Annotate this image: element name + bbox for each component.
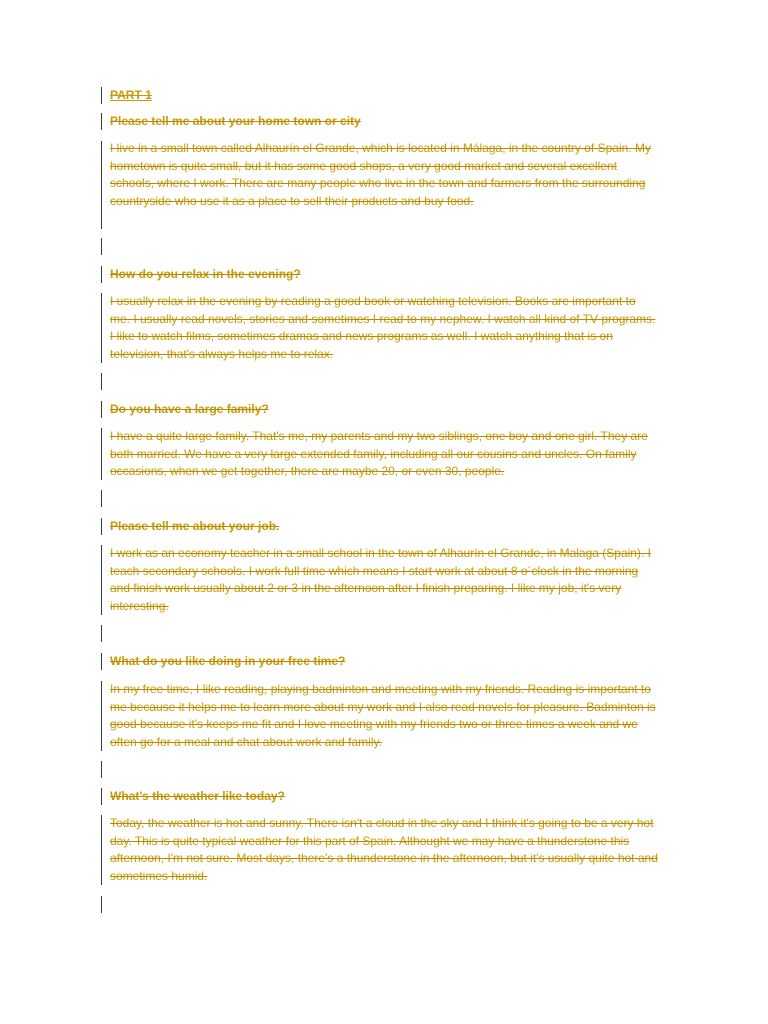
- question-relax-evening: How do you relax in the evening?: [110, 267, 301, 281]
- question-job: Please tell me about your job.: [110, 519, 280, 533]
- answer-relax-evening: I usually relax in the evening by reading a good book or watching television. Books are important to me. I usually read novels, stories and sometimes I read to my nephew. I watch all kind of TV programs. I like to watch films, sometimes dramas and news programs as well. I watch anything that is on television, that's always helps me to relax.: [110, 294, 656, 361]
- question-large-family: Do you have a large family?: [110, 402, 269, 416]
- change-bar: [101, 87, 102, 104]
- change-bar: [101, 373, 102, 390]
- change-bar: [101, 401, 102, 418]
- document-heading: PART 1: [110, 88, 152, 102]
- answer-large-family: I have a quite large family. That's me, my parents and my two siblings, one boy and one girl. They are both married. We have a very large extended family, including all our cousins and uncles. On family occasions, when we get together, there are maybe 20, or even 30, people.: [110, 429, 648, 479]
- change-bar: [101, 141, 102, 229]
- answer-home-town: I live in a small town called Alhaurín el Grande, which is located in Málaga, in the country of Spain. My hometown is quite small, but it has some good shops, a very good market and several excellent schools, where I work. There are many people who live in the town and farmers from the surrounding countryside who use it as a place to sell their products and buy food.: [110, 141, 651, 208]
- answer-weather: Today, the weather is hot and sunny. There isn't a cloud in the sky and I think it's going to be a very hot day. This is quite typical weather for this part of Spain. Althought we may have a thunderstone this afternoon, I'm not sure. Most days, there's a thunderstone in the afternoon, but it's usually quite hot and sometimes humid.: [110, 816, 658, 883]
- change-bar: [101, 428, 102, 480]
- change-bar: [101, 653, 102, 670]
- answer-free-time: In my free time, I like reading, playing badminton and meeting with my friends. Reading is important to me because it helps me to learn more about my work and I also read novels for pleasure. Badminton is good because it's keeps me fit and I love meeting with my friends two or three times a week and we often go for a meal and chat about work and family.: [110, 682, 656, 749]
- change-bar: [101, 815, 102, 885]
- change-bar: [101, 238, 102, 255]
- change-bar: [101, 293, 102, 363]
- change-bar: [101, 625, 102, 642]
- question-home-town: Please tell me about your home town or city: [110, 114, 361, 128]
- change-bar: [101, 761, 102, 778]
- change-bar: [101, 113, 102, 130]
- question-free-time: What do you like doing in your free time?: [110, 654, 346, 668]
- answer-job: I work as an economy teacher in a small school in the town of Alhaurín el Grande, in Malaga (Spain). I teach secondary schools. I work full time which means I start work at about 8 o´clock in the morning and finish work usually about 2 or 3 in the afternoon after I finish preparing. I like my job, it's very interesting.: [110, 546, 651, 613]
- change-bar: [101, 266, 102, 283]
- change-bar: [101, 681, 102, 751]
- change-bar: [101, 788, 102, 805]
- change-bar: [101, 518, 102, 535]
- change-bar: [101, 896, 102, 913]
- change-bar: [101, 545, 102, 615]
- change-bar: [101, 490, 102, 507]
- question-weather: What's the weather like today?: [110, 789, 285, 803]
